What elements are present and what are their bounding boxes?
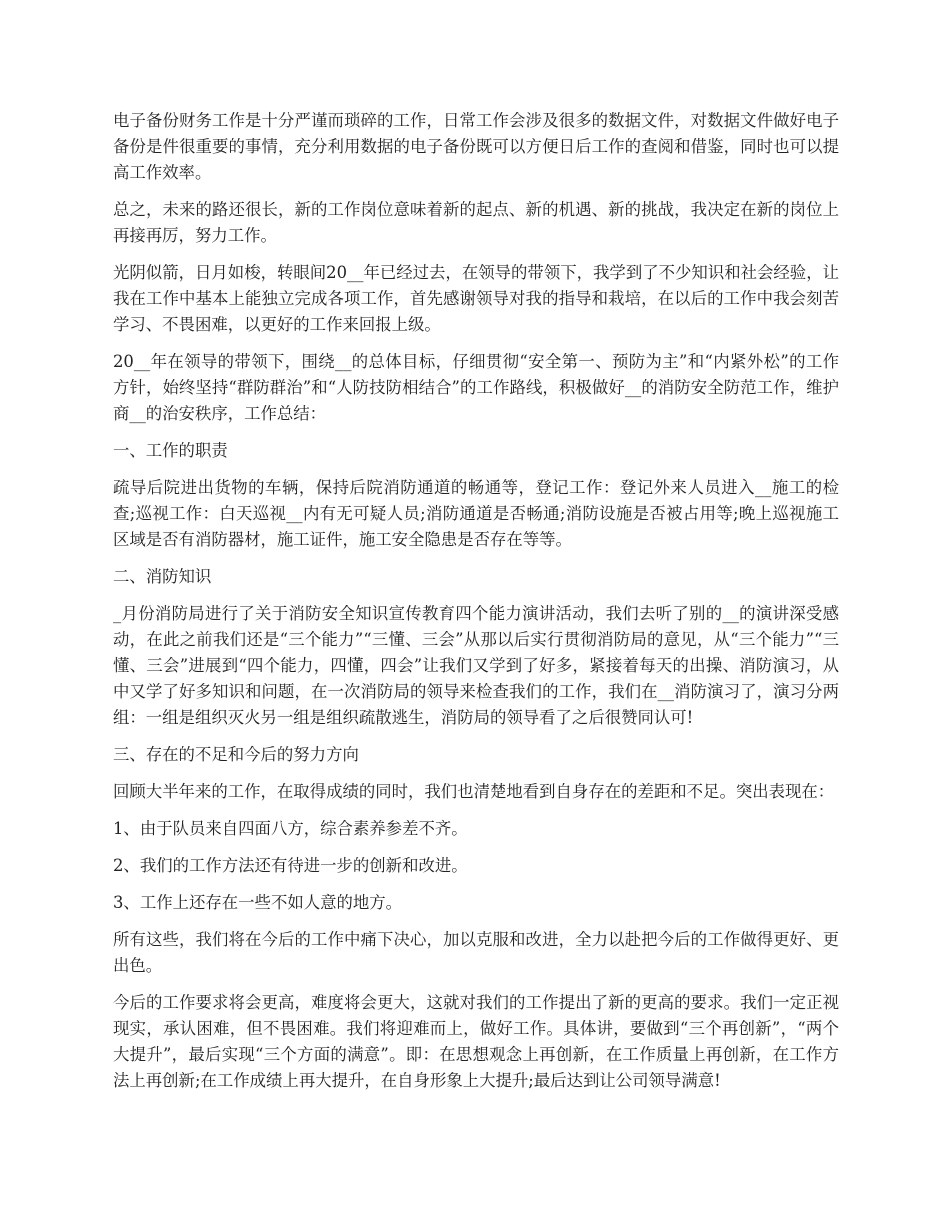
document-body <box>113 108 839 1105</box>
paragraph-requirements: 今后的工作要求将会更高，难度将会更大，这就对我们的工作提出了新的更高的要求。我们一定正视现实，承认困难，但不畏困难。我们将迎难而上，做好工作。具体讲，要做到“三个再创新”，“两个大提升”，最后实现“三个方面的满意”。即：在思想观念上再创新，在工作质量上再创新，在工作方法上再创新;在工作成绩上再大提升，在自身形象上大提升;最后达到让公司领导满意! <box>113 993 839 1090</box>
paragraph-backup: 电子备份财务工作是十分严谨而琐碎的工作，日常工作会涉及很多的数据文件，对数据文件做好电子备份是件很重要的事情，充分利用数据的电子备份既可以方便日后工作的查阅和借鉴，同时也可以提高工作效率。 <box>113 111 839 182</box>
section-heading-shortcomings: 三、存在的不足和今后的努力方向 <box>113 745 359 764</box>
section-heading-duties: 一、工作的职责 <box>113 441 228 460</box>
section-heading-fire-knowledge: 二、消防知识 <box>113 567 212 586</box>
paragraph-guidelines: 20__年在领导的带领下，围绕__的总体目标，仔细贯彻“安全第一、预防为主”和“内紧外松”的工作方针，始终坚持“群防群治”和“人防技防相结合”的工作路线，积极做好__的消防安全防范工作，维护商__的治安秩序，工作总结： <box>113 352 839 423</box>
paragraph-duties: 疏导后院进出货物的车辆，保持后院消防通道的畅通等，登记工作：登记外来人员进入__施工的检查;巡视工作：白天巡视__内有无可疑人员;消防通道是否畅通;消防设施是否被占用等;晚上巡视施工区域是否有消防器材，施工证件，施工安全隐患是否存在等等。 <box>113 478 839 549</box>
paragraph-review: 回顾大半年来的工作，在取得成绩的同时，我们也清楚地看到自身存在的差距和不足。突出表现在： <box>113 782 835 801</box>
paragraph-fire-knowledge: _月份消防局进行了关于消防安全知识宣传教育四个能力演讲活动，我们去听了别的__的演讲深受感动，在此之前我们还是“三个能力”“三懂、三会”从那以后实行贯彻消防局的意见，从“三个能力”“三懂、三会”进展到“四个能力，四懂，四会”让我们又学到了好多，紧接着每天的出操、消防演习，从中又学了好多知识和问题，在一次消防局的领导来检查我们的工作，我们在__消防演习了，演习分两组：一组是组织灭火另一组是组织疏散逃生，消防局的领导看了之后很赞同认可! <box>113 604 839 727</box>
list-item-1: 1、由于队员来自四面八方，综合素养参差不齐。 <box>113 819 468 838</box>
list-item-2: 2、我们的工作方法还有待进一步的创新和改进。 <box>113 856 468 875</box>
paragraph-year-review: 光阴似箭，日月如梭，转眼间20__年已经过去，在领导的带领下，我学到了不少知识和社会经验，让我在工作中基本上能独立完成各项工作，首先感谢领导对我的指导和栽培，在以后的工作中我会刻苦学习、不畏困难，以更好的工作来回报上级。 <box>113 263 839 334</box>
paragraph-future: 总之，未来的路还很长，新的工作岗位意味着新的起点、新的机遇、新的挑战，我决定在新的岗位上再接再厉，努力工作。 <box>113 200 839 245</box>
paragraph-resolve: 所有这些，我们将在今后的工作中痛下决心，加以克服和改进，全力以赴把今后的工作做得更好、更出色。 <box>113 930 839 975</box>
list-item-3: 3、工作上还存在一些不如人意的地方。 <box>113 893 403 912</box>
